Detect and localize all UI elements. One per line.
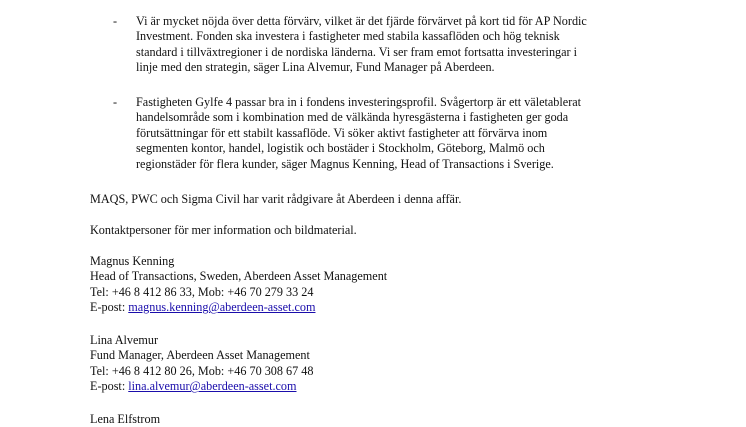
contact-title: Head of Transactions, Sweden, Aberdeen Asset Management xyxy=(90,269,388,284)
bullet-paragraph-2 xyxy=(136,95,676,172)
advisors-paragraph: MAQS, PWC och Sigma Civil har varit rådgivare åt Aberdeen i denna affär. xyxy=(90,192,462,206)
contact-email-line xyxy=(90,379,313,394)
bullet-line: handelsområde som i kombination med de välkända hyresgästerna i fastigheten ger goda xyxy=(136,110,569,125)
contact-name: Magnus Kenning xyxy=(90,254,175,268)
contact-title: Fund Manager, Aberdeen Asset Management xyxy=(90,348,310,363)
contact-phone: Tel: +46 8 412 86 33, Mob: +46 70 279 33 24 xyxy=(90,284,314,299)
email-link[interactable]: lina.alvemur@aberdeen-asset.com xyxy=(128,379,297,394)
bullet-line: Investment. Fonden ska investera i fastigheter med stabila kassaflöden och hög teknisk xyxy=(136,29,560,44)
bullet-line: Fastigheten Gylfe 4 passar bra in i fondens investeringsprofil. Svågertorp är ett väletablerat xyxy=(136,95,582,109)
contact-name: Lena Elfstrom xyxy=(90,412,161,426)
contact-block-lina xyxy=(90,333,313,395)
email-label: E-post: xyxy=(90,300,129,315)
bullet-line: segmenten kontor, handel, logistik och bostäder i Stockholm, Göteborg, Malmö och xyxy=(136,141,545,156)
bullet-line: Vi är mycket nöjda över detta förvärv, vilket är det fjärde förvärvet på kort tid för AP Nordic xyxy=(136,14,587,28)
bullet-line: standard i tillväxtregioner i de nordiska länderna. Vi ser fram emot fortsatta investeringar i xyxy=(136,44,578,59)
bullet-line: förutsättningar för ett stabilt kassaflöde. Vi söker aktivt fastigheter att förvärva inom xyxy=(136,125,548,140)
email-label: E-post: xyxy=(90,379,129,394)
bullet-marker: - xyxy=(113,95,118,109)
contact-phone: Tel: +46 8 412 80 26, Mob: +46 70 308 67 48 xyxy=(90,363,314,378)
email-link[interactable]: magnus.kenning@aberdeen-asset.com xyxy=(128,300,316,315)
contact-name: Lina Alvemur xyxy=(90,333,159,347)
bullet-marker: - xyxy=(113,14,118,28)
contacts-intro: Kontaktpersoner för mer information och bildmaterial. xyxy=(90,223,357,237)
bullet-line: linje med den strategin, säger Lina Alvemur, Fund Manager på Aberdeen. xyxy=(136,60,495,75)
contact-block-magnus xyxy=(90,254,387,316)
contact-block-lena xyxy=(90,412,160,427)
contact-email-line xyxy=(90,300,387,315)
bullet-paragraph-1 xyxy=(136,14,676,76)
bullet-line: regionstäder för flera kunder, säger Magnus Kenning, Head of Transactions i Sverige. xyxy=(136,156,554,171)
